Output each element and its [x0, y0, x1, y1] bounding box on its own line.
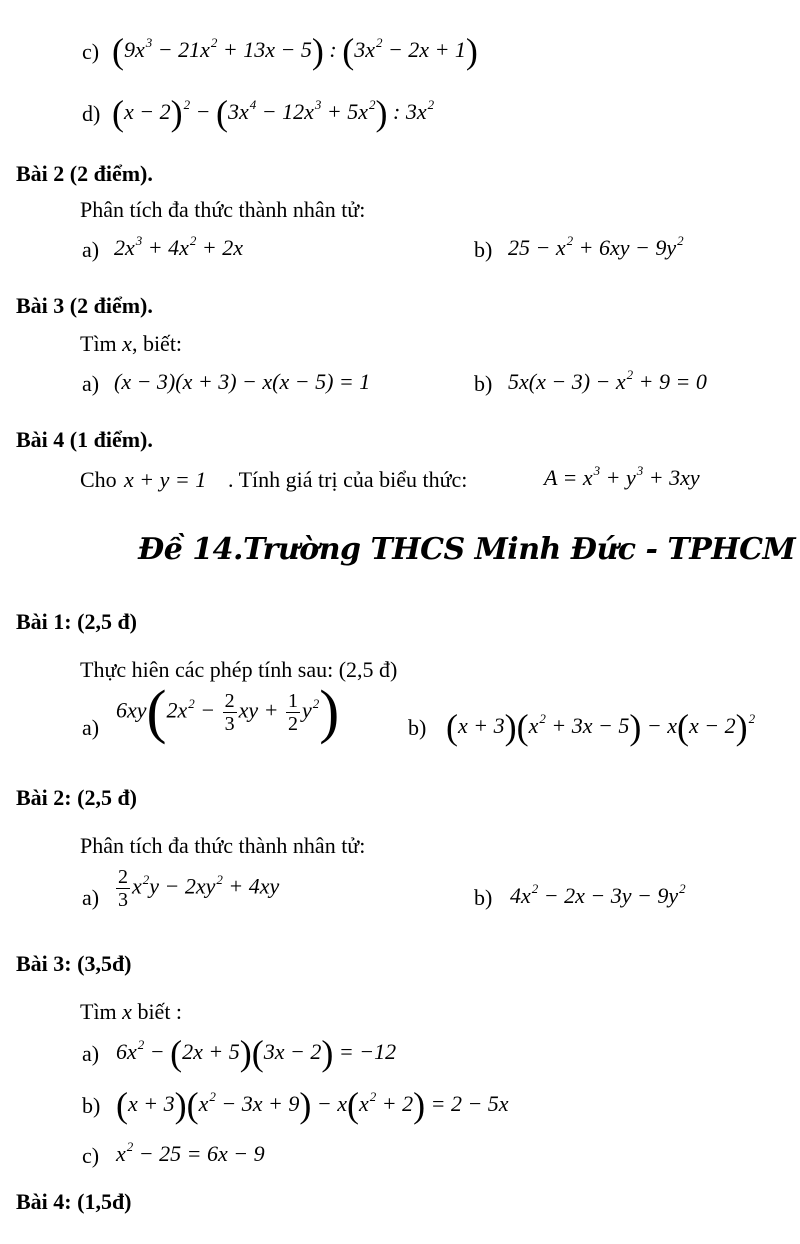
item-label: b) — [474, 237, 493, 262]
math-expression: $(9x^3 - 21x^2 + 13x - 5)$ : $(3x^2 - 2x + 1)$ — [112, 31, 478, 71]
item-label: b) — [82, 1093, 101, 1118]
math-expression: $(x - 2)^2 - (3x^4 - 12x^3 + 5x^2)$ : $3x^2$ — [112, 93, 435, 133]
math-expression: $4x^2 - 2x - 3y - 9y^2$ — [510, 881, 686, 908]
math-expression: $A = x^3 + y^3 + 3xy$ — [544, 463, 700, 490]
math-expression: $(x + 3)(x^2 + 3x - 5) - x(x - 2)^2$ — [446, 707, 756, 747]
math-expression: (x − 3)(x + 3) − x(x − 5) = 1 — [114, 369, 371, 394]
math-expression: $6xy(2x^2$ − $\frac{2}{3}$ xy + $\frac{1}{2}$ $y^2$) — [116, 678, 340, 745]
math-expression: $25 - x^2 + 6xy - 9y^2$ — [508, 233, 684, 260]
item-label: d) — [82, 101, 101, 126]
question-text: . Tính giá trị của biểu thức: — [228, 467, 468, 492]
item-label: c) — [82, 1143, 100, 1168]
math-expression: $x^2 - 25 = 6x - 9$ — [116, 1139, 265, 1166]
math-expression: $\frac{2}{3}$ $x^2y - 2xy^2 + 4xy$ — [118, 866, 280, 911]
condition-expression: x + y = 1 — [124, 467, 207, 492]
item-label: a) — [82, 885, 100, 910]
exercise-heading: Bài 2 (2 điểm). — [16, 161, 153, 186]
item-label: b) — [474, 885, 493, 910]
exercise-heading: Bài 1: (2,5 đ) — [16, 609, 137, 634]
instruction-text: Phân tích đa thức thành nhân tử: — [80, 833, 366, 858]
instruction-text: Tìm x, biết: — [80, 331, 183, 356]
math-expression: $2x^3 + 4x^2 + 2x$ — [114, 233, 244, 260]
math-expression: $6x^2 - (2x + 5)(3x - 2) = -12$ — [116, 1033, 397, 1073]
instruction-text: Tìm x biết : — [80, 999, 183, 1024]
exercise-heading: Bài 2: (2,5 đ) — [16, 785, 137, 810]
cho-text: Cho — [80, 467, 117, 492]
instruction-text: Thực hiên các phép tính sau: (2,5 đ) — [80, 657, 398, 682]
item-label: a) — [82, 237, 100, 262]
item-label: c) — [82, 39, 100, 64]
math-expression: $(x + 3)(x^2 - 3x + 9) - x(x^2 + 2) = 2 - 5x$ — [116, 1085, 509, 1125]
item-label: a) — [82, 715, 100, 740]
item-label: b) — [474, 371, 493, 396]
exercise-heading: Bài 4 (1 điểm). — [16, 427, 153, 452]
item-label: a) — [82, 371, 100, 396]
item-label: a) — [82, 1041, 100, 1066]
section-title: Đề 14.Trường THCS Minh Đức - TPHCM — [138, 532, 796, 567]
exercise-heading: Bài 4: (1,5đ) — [16, 1189, 132, 1214]
math-expression: $5x(x - 3) - x^2 + 9 = 0$ — [508, 367, 707, 394]
item-label: b) — [408, 715, 427, 740]
exercise-heading: Bài 3 (2 điểm). — [16, 293, 153, 318]
exercise-heading: Bài 3: (3,5đ) — [16, 951, 132, 976]
instruction-text: Phân tích đa thức thành nhân tử: — [80, 197, 366, 222]
